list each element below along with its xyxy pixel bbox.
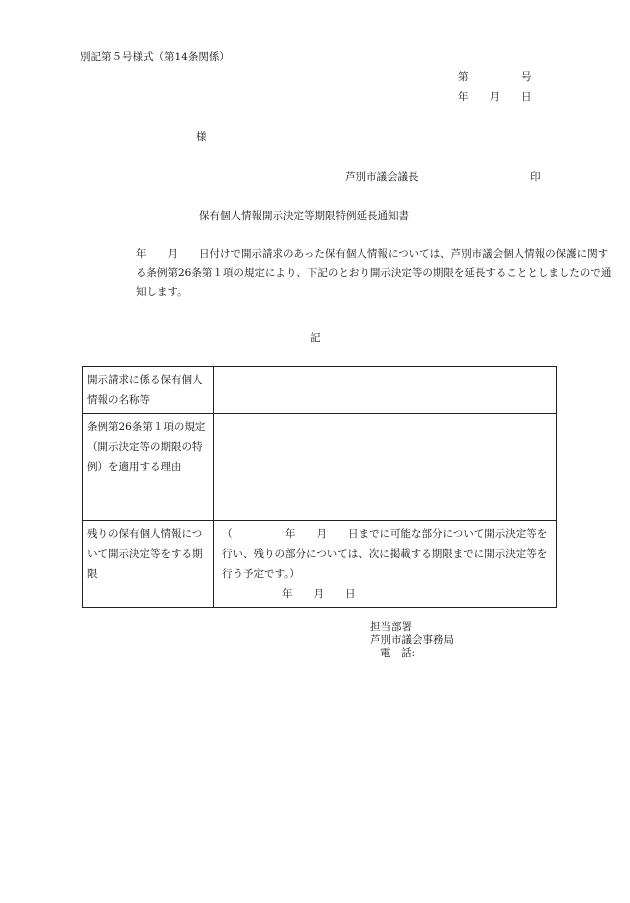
department-name: 芦別市議会事務局: [370, 634, 454, 646]
row-content-deadline: [214, 521, 557, 608]
addressee-suffix: 様: [196, 131, 207, 143]
row-label-info-name: 開示請求に係る保有個人情報の名称等: [83, 367, 214, 414]
document-number: 第 号: [458, 71, 532, 83]
department-label: 担当部署: [370, 621, 412, 633]
row-label-deadline: 残りの保有個人情報について開示決定等をする期限: [83, 521, 214, 608]
table-row: [83, 521, 557, 608]
deadline-date: 年 月 日: [282, 588, 356, 600]
document-title: 保有個人情報開示決定等期限特例延長通知書: [199, 210, 409, 222]
table-row: [83, 367, 557, 414]
table-row: [83, 414, 557, 521]
form-reference: 別記第５号様式（第14条関係）: [80, 51, 230, 63]
ki-heading: 記: [310, 332, 321, 344]
row-label-reason: 条例第26条第１項の規定（開示決定等の期限の特例）を適用する理由: [83, 414, 214, 521]
details-table: [82, 366, 557, 608]
phone-label: 電 話:: [380, 647, 416, 659]
seal-mark: 印: [530, 171, 541, 183]
deadline-text: （ 年 月 日までに可能な部分について開示決定等を行い、残りの部分については、次に掲載する期限までに開示決定等を行う予定です。）: [222, 528, 548, 580]
row-content-info-name: [214, 367, 557, 414]
sender-name: 芦別市議会議長: [345, 171, 419, 183]
document-date: 年 月 日: [458, 91, 532, 103]
row-content-reason: [214, 414, 557, 521]
body-paragraph: 年 月 日付けで開示請求のあった保有個人情報については、芦別市議会個人情報の保護に関する条例第26条第１項の規定により、下記のとおり開示決定等の期限を延長することとしましたので通知します。: [136, 248, 612, 298]
